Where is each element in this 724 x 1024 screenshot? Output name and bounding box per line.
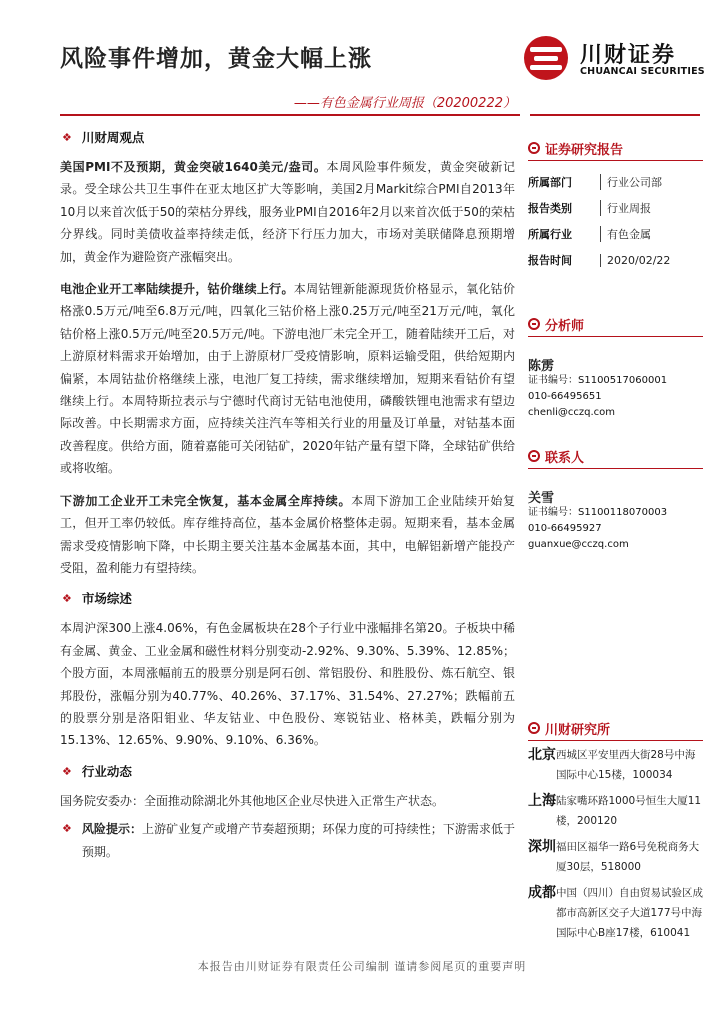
paragraph-base-metals	[60, 490, 515, 580]
header-divider	[60, 114, 520, 116]
analyst-cert: 证书编号：S1100517060001	[528, 375, 668, 386]
diamond-bullet-icon: ❖	[62, 130, 72, 144]
office-shenzhen: 深圳 福田区福华一路6号免税商务大厦30层，518000	[528, 839, 700, 873]
paragraph-lead: 电池企业开工率陆续提升，钴价继续上行。	[60, 282, 294, 297]
report-info-panel	[528, 138, 703, 273]
section-icon	[528, 142, 540, 154]
office-shanghai: 上海 陆家嘴环路1000号恒生大厦11楼，200120	[528, 793, 702, 827]
logo-mark-icon	[524, 36, 568, 80]
section-weekly-view	[60, 124, 515, 152]
section-industry-news	[60, 758, 515, 786]
footer-disclaimer: 本报告由川财证券有限责任公司编制 谨请参阅尾页的重要声明	[197, 960, 527, 973]
paragraph-market: 本周沪深300上涨4.06%，有色金属板块在28个子行业中涨幅排名第20。子板块中稀有金属、黄金、工业金属和磁性材料分别变动-2.92%、9.30%、5.39%、12.85%；个股方面，本周涨幅前五的股票分别是阿石创、常铝股份、和胜股份、炼石航空、银邦股份，涨幅分别为40.77%、40.26%、37.17%、31.54%、27.27%；跌幅前五的股票分别是洛阳钼业、华友钴业、中色股份、寒锐钴业、格林美，跌幅分别为15.13%、12.65%、9.90%、9.10%、6.36%。	[60, 621, 515, 748]
risk-warning	[60, 818, 515, 863]
info-row: 所属行业 有色金属	[528, 228, 651, 241]
paragraph-cobalt	[60, 278, 515, 480]
info-row: 报告时间 2020/02/22	[528, 253, 671, 267]
contact-email[interactable]: guanxue@cczq.com	[528, 539, 629, 550]
company-logo	[524, 36, 705, 80]
paragraph-gold	[60, 156, 515, 268]
header-divider-right	[530, 114, 700, 116]
logo-name: 川财证券	[580, 43, 677, 68]
info-row: 所属部门 行业公司部	[528, 176, 662, 189]
section-title: 行业动态	[81, 763, 132, 779]
section-icon	[528, 722, 540, 734]
institute-panel	[528, 718, 703, 949]
contact-panel	[528, 446, 703, 553]
paragraph-news: 国务院安委办：全面推动除湖北外其他地区企业尽快进入正常生产状态。	[60, 793, 445, 808]
info-row: 报告类别 行业周报	[528, 202, 651, 215]
analyst-phone: 010-66495651	[528, 391, 602, 402]
paragraph-body: 本周下游加工企业陆续开始复工，但开工率仍较低。库存维持高位，基本金属价格整体走弱。短期来看，基本金属需求受疫情影响下降，中长期主要关注基本金属基本面，其中，电解铝新增产能投产受阻，盈利能力有望持续。	[60, 493, 515, 575]
report-subtitle: ——有色金属行业周报（20200222）	[293, 96, 516, 111]
diamond-bullet-icon: ❖	[62, 822, 72, 836]
section-icon	[528, 318, 540, 330]
section-title: 市场综述	[81, 591, 132, 607]
paragraph-body: 本周钴锂新能源现货价格显示，氧化钴价格涨0.5万元/吨至6.8万元/吨，四氧化三钴价格上涨0.25万元/吨至21万元/吨，氧化钴价格上涨0.5万元/吨至20.5万元/吨。下游电池厂未完全开工，随着陆续开工后，对上游原材料需求开始增加，由于上游原材厂受疫情影响，原料运输受阻，供给短期内偏紧，本周钴盐价格继续上涨，电池厂复工持续，需求继续增加，短期来看钴价有望继续上行。本周特斯拉表示与宁德时代商讨无钴电池使用，磷酸铁锂电池需求有望边际改善。中长期需求方面，应持续关注汽车等相关行业的用量及订单量，对钴基本面改善程度。供给方面，随着嘉能可关闭钴矿，2020年钴产量有望下降，全球钴矿供给或将收缩。	[60, 282, 515, 476]
analyst-title: 分析师	[528, 314, 703, 337]
risk-label: 风险提示：	[81, 822, 143, 837]
contact-name: 关雪	[528, 491, 555, 506]
section-market-review	[60, 585, 515, 613]
paragraph-body: 本周风险事件频发，黄金突破新记录。受全球公共卫生事件在亚太地区扩大等影响，美国2月Markit综合PMI自2013年10月以来首次低于50的荣枯分界线，服务业PMI自2016年2月以来首次低于50的荣枯分界线。同时美债收益率持续走低，经济下行压力加大，市场对美联储降息预期增加，黄金作为避险资产涨幅突出。	[60, 160, 515, 264]
risk-text: 上游矿业复产或增产节奏超预期；环保力度的可持续性；下游需求低于预期。	[81, 822, 515, 859]
diamond-bullet-icon: ❖	[62, 592, 72, 606]
analyst-name: 陈雳	[528, 359, 555, 374]
diamond-bullet-icon: ❖	[62, 764, 72, 778]
contact-title: 联系人	[528, 446, 703, 469]
analyst-email[interactable]: chenli@cczq.com	[528, 407, 616, 418]
section-title: 川财周观点	[81, 129, 145, 145]
analyst-panel	[528, 314, 703, 421]
office-beijing: 北京 西城区平安里西大街28号中海国际中心15楼，100034	[528, 747, 696, 781]
main-content	[60, 124, 515, 869]
contact-phone: 010-66495927	[528, 523, 602, 534]
section-icon	[528, 450, 540, 462]
paragraph-lead: 下游加工企业开工未完全恢复，基本金属全库持续。	[60, 493, 352, 508]
paragraph-lead: 美国PMI不及预期，黄金突破1640美元/盎司。	[60, 160, 327, 174]
contact-cert: 证书编号：S1100118070003	[528, 507, 668, 518]
office-chengdu: 成都 中国（四川）自由贸易试验区成都市高新区交子大道177号中海国际中心B座17楼，610041	[528, 885, 703, 939]
report-info-title: 证券研究报告	[528, 138, 703, 161]
logo-english-name: CHUANCAI SECURITIES	[580, 66, 705, 77]
page-title: 风险事件增加，黄金大幅上涨	[60, 46, 372, 72]
institute-title: 川财研究所	[528, 718, 703, 741]
